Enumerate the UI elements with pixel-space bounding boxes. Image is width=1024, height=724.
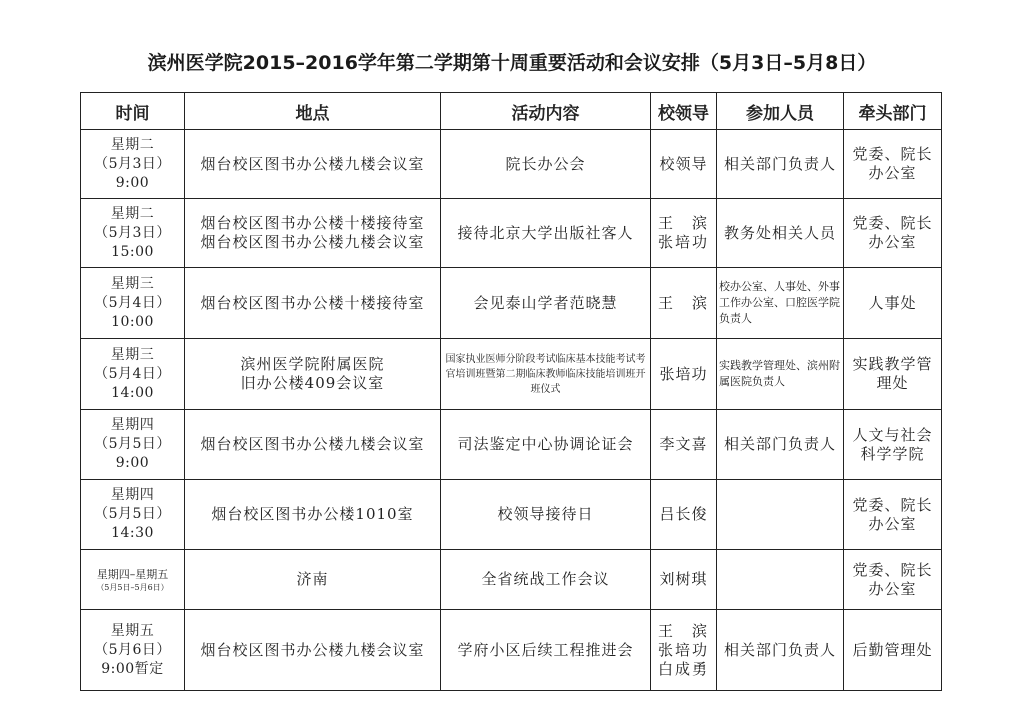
location-cell: 烟台校区图书办公楼九楼会议室 — [185, 130, 441, 199]
participants-cell — [717, 480, 844, 550]
participants-cell — [717, 550, 844, 610]
location-cell: 烟台校区图书办公楼九楼会议室 — [185, 410, 441, 480]
participants-cell: 相关部门负责人 — [717, 610, 844, 691]
activity-cell: 校领导接待日 — [441, 480, 651, 550]
activity-cell: 司法鉴定中心协调论证会 — [441, 410, 651, 480]
table-row — [81, 268, 942, 339]
schedule-table — [80, 92, 942, 691]
leaders-cell: 王 滨 张培功 — [651, 199, 717, 268]
table-row — [81, 480, 942, 550]
activity-cell: 院长办公会 — [441, 130, 651, 199]
participants-cell: 相关部门负责人 — [717, 410, 844, 480]
participants-cell: 教务处相关人员 — [717, 199, 844, 268]
time-cell: 星期四 （5月5日） 14:30 — [81, 480, 185, 550]
table-row — [81, 199, 942, 268]
leaders-cell: 李文喜 — [651, 410, 717, 480]
leaders-cell: 吕长俊 — [651, 480, 717, 550]
table-row — [81, 410, 942, 480]
table-header-row — [81, 93, 942, 130]
time-cell: 星期三 （5月4日） 10:00 — [81, 268, 185, 339]
table-row — [81, 550, 942, 610]
participants-cell: 校办公室、人事处、外事工作办公室、口腔医学院负责人 — [717, 268, 844, 339]
dept-cell: 实践教学管 理处 — [844, 339, 942, 410]
table-row — [81, 339, 942, 410]
activity-cell: 接待北京大学出版社客人 — [441, 199, 651, 268]
dept-cell: 党委、院长 办公室 — [844, 480, 942, 550]
dept-cell: 党委、院长 办公室 — [844, 550, 942, 610]
location-cell: 烟台校区图书办公楼九楼会议室 — [185, 610, 441, 691]
column-header-time: 时间 — [81, 93, 185, 130]
column-header-participants: 参加人员 — [717, 93, 844, 130]
dept-cell: 后勤管理处 — [844, 610, 942, 691]
location-cell: 烟台校区图书办公楼十楼接待室 烟台校区图书办公楼九楼会议室 — [185, 199, 441, 268]
dept-cell: 党委、院长 办公室 — [844, 130, 942, 199]
column-header-location: 地点 — [185, 93, 441, 130]
time-cell: 星期三 （5月4日） 14:00 — [81, 339, 185, 410]
column-header-activity: 活动内容 — [441, 93, 651, 130]
page-title: 滨州医学院2015–2016学年第二学期第十周重要活动和会议安排（5月3日–5月8日） — [147, 52, 877, 74]
leaders-cell: 校领导 — [651, 130, 717, 199]
activity-cell: 国家执业医师分阶段考试临床基本技能考试考官培训班暨第二期临床教师临床技能培训班开班仪式 — [441, 339, 651, 410]
column-header-dept: 牵头部门 — [844, 93, 942, 130]
time-cell: 星期二 （5月3日） 9:00 — [81, 130, 185, 199]
activity-cell: 会见泰山学者范晓慧 — [441, 268, 651, 339]
leaders-cell: 张培功 — [651, 339, 717, 410]
leaders-cell: 刘树琪 — [651, 550, 717, 610]
activity-cell: 学府小区后续工程推进会 — [441, 610, 651, 691]
dept-cell: 人事处 — [844, 268, 942, 339]
location-cell: 济南 — [185, 550, 441, 610]
time-cell: 星期四 （5月5日） 9:00 — [81, 410, 185, 480]
location-cell: 烟台校区图书办公楼十楼接待室 — [185, 268, 441, 339]
time-cell: 星期四–星期五 （5月5日–5月6日） — [81, 550, 185, 610]
dept-cell: 党委、院长 办公室 — [844, 199, 942, 268]
time-cell: 星期二 （5月3日） 15:00 — [81, 199, 185, 268]
leaders-cell: 王 滨 — [651, 268, 717, 339]
table-row — [81, 130, 942, 199]
participants-cell: 实践教学管理处、滨州附属医院负责人 — [717, 339, 844, 410]
column-header-leaders: 校领导 — [651, 93, 717, 130]
location-cell: 滨州医学院附属医院 旧办公楼409会议室 — [185, 339, 441, 410]
leaders-cell: 王 滨 张培功 白成勇 — [651, 610, 717, 691]
activity-cell: 全省统战工作会议 — [441, 550, 651, 610]
location-cell: 烟台校区图书办公楼1010室 — [185, 480, 441, 550]
participants-cell: 相关部门负责人 — [717, 130, 844, 199]
dept-cell: 人文与社会 科学学院 — [844, 410, 942, 480]
time-cell: 星期五 （5月6日） 9:00暂定 — [81, 610, 185, 691]
table-row — [81, 610, 942, 691]
